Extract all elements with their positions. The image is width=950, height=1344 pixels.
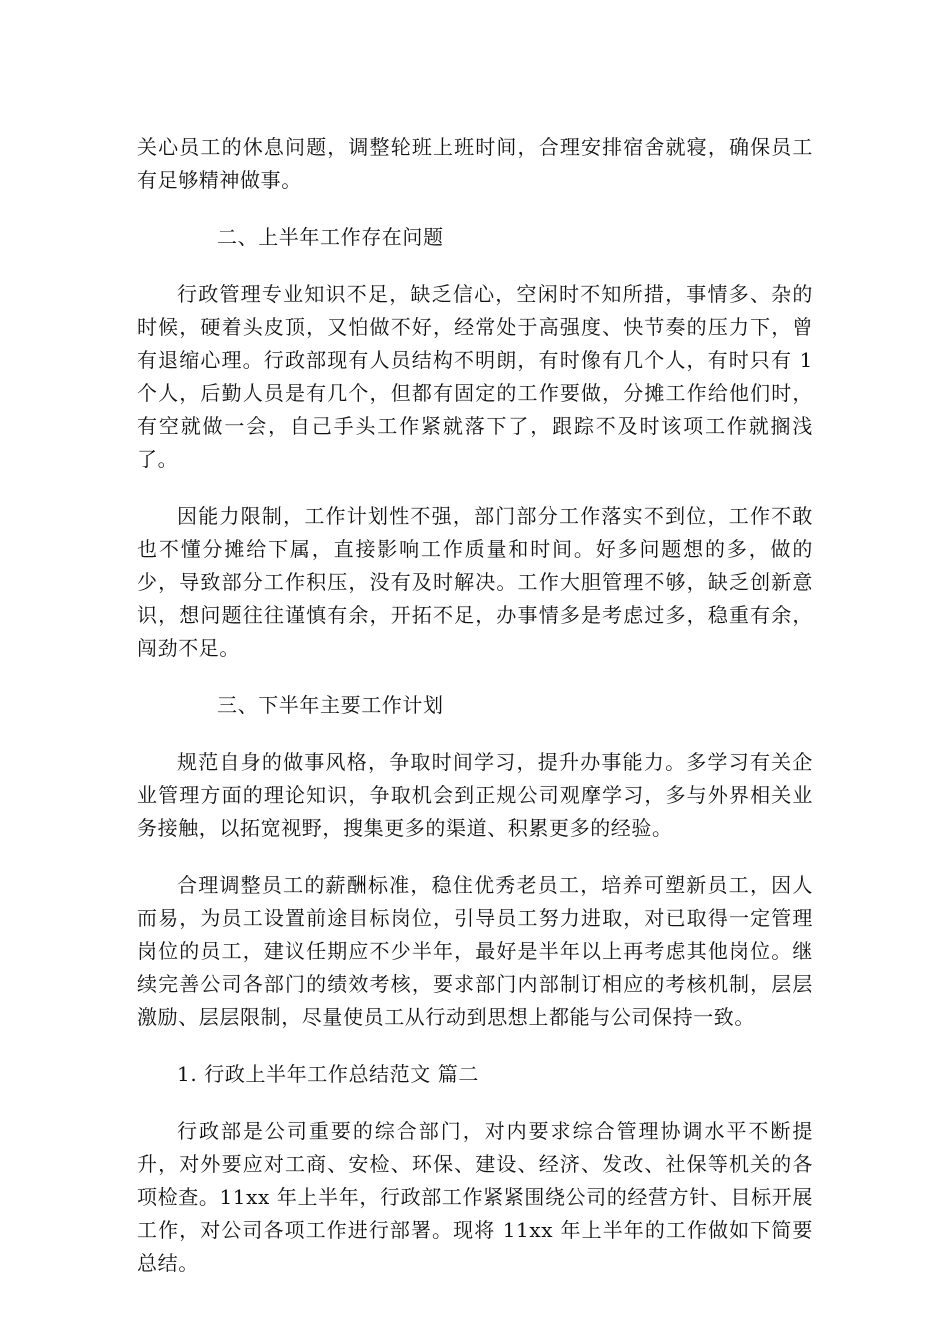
paragraph-rest-care: 关心员工的休息问题，调整轮班上班时间，合理安排宿舍就寝，确保员工有足够精神做事。 (137, 135, 813, 192)
paragraph-admin-overview: 行政部是公司重要的综合部门，对内要求综合管理协调水平不断提升，对外要应对工商、安检、环保、建设、经济、发改、社保等机关的各项检查。11xx 年上半年，行政部工作紧紧围绕公司的经营方针、目标开展工作，对公司各项工作进行部署。现将 11xx 年上半年的工作做如下简要总结。 (137, 1119, 813, 1275)
paragraph-ability-limits: 因能力限制，工作计划性不强，部门部分工作落实不到位，工作不敢也不懂分摊给下属，直接影响工作质量和时间。好多问题想的多，做的少，导致部分工作积压，没有及时解决。工作大胆管理不够，缺乏创新意识，想问题往往谨慎有余，开拓不足，办事情多是考虑过多，稳重有余，闯劲不足。 (137, 504, 813, 660)
paragraph-self-improvement: 规范自身的做事风格，争取时间学习，提升办事能力。多学习有关企业管理方面的理论知识，争取机会到正规公司观摩学习，多与外界相关业务接触，以拓宽视野，搜集更多的渠道、积累更多的经验。 (137, 750, 813, 840)
paragraph-salary-adjustment: 合理调整员工的薪酬标准，稳住优秀老员工，培养可塑新员工，因人而易，为员工设置前途目标岗位，引导员工努力进取，对已取得一定管理岗位的员工，建议任期应不少半年，最好是半年以上再考虑其他岗位。继续完善公司各部门的绩效考核，要求部门内部制订相应的考核机制，层层激励、层层限制，尽量使员工从行动到思想上都能与公司保持一致。 (137, 873, 813, 1029)
section-heading-problems: 二、上半年工作存在问题 (217, 225, 444, 249)
document-page (137, 131, 813, 1280)
article-heading-part-two: 1. 行政上半年工作总结范文 篇二 (177, 1062, 479, 1086)
section-heading-plan: 三、下半年主要工作计划 (217, 693, 444, 717)
paragraph-knowledge-shortage: 行政管理专业知识不足，缺乏信心，空闲时不知所措，事情多、杂的时候，硬着头皮顶，又怕做不好，经常处于高强度、快节奏的压力下，曾有退缩心理。行政部现有人员结构不明朗，有时像有几个人，有时只有 1 个人，后勤人员是有几个，但都有固定的工作要做，分摊工作给他们时，有空就做一会，自己手头工作紧就落下了，跟踪不及时该项工作就搁浅了。 (137, 282, 813, 471)
